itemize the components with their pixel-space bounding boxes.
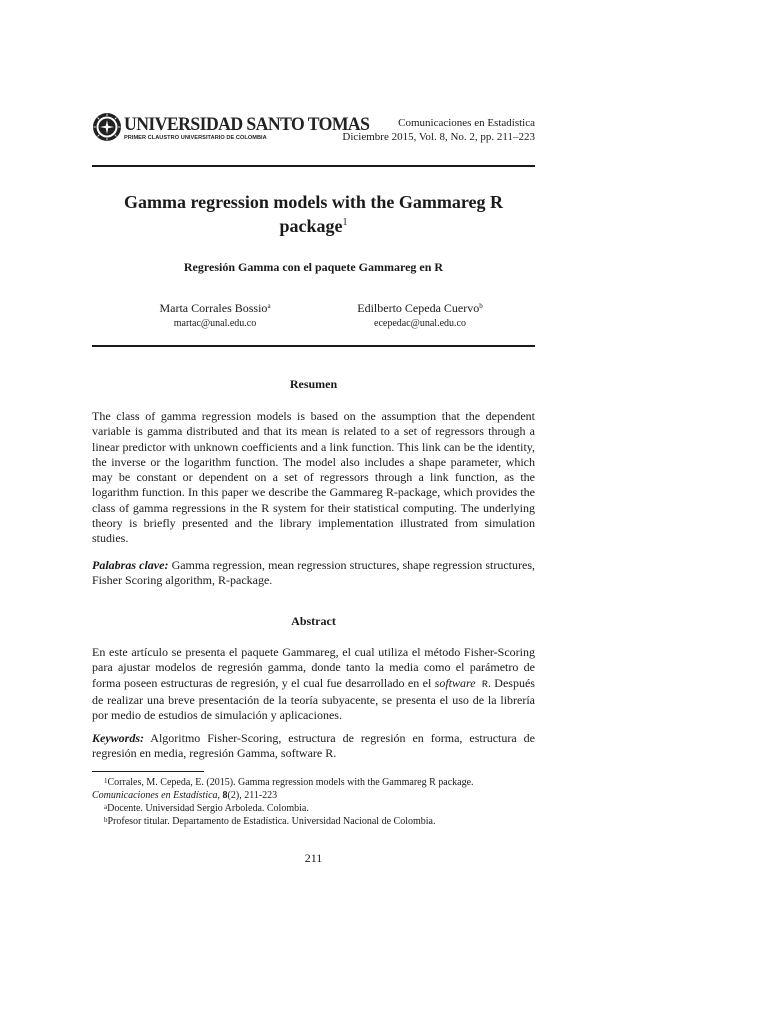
footnote-1: $^1$Corrales, M. Cepeda, E. (2015). Gamma regression models with the Gammareg R package. — [104, 777, 474, 788]
journal-name: Comunicaciones en Estadística — [398, 117, 535, 129]
footnote-rule — [92, 771, 204, 772]
journal-issue: Diciembre 2015, Vol. 8, No. 2, pp. 211–223 — [342, 131, 535, 143]
footnote-1-citation: Comunicaciones en Estadística, 8(2), 211-223 — [92, 790, 278, 801]
footnote-b: $^b$Profesor titular. Departamento de Estadística. Universidad Nacional de Colombia. — [104, 816, 436, 827]
author-2-name: Edilberto Cepeda Cuervo$^b$ — [357, 301, 483, 315]
paper-title — [92, 190, 535, 238]
title-line-2: package$^1$ — [279, 216, 348, 236]
footnote-a: $^a$Docente. Universidad Sergio Arboleda. Colombia. — [104, 803, 309, 814]
logo-name: UNIVERSIDAD SANTO TOMAS — [124, 114, 370, 135]
title-footnote-mark: 1 — [342, 217, 348, 228]
paper-subtitle: Regresión Gamma con el paquete Gammareg en R — [183, 260, 444, 274]
title-rule — [92, 345, 535, 347]
page-number: 211 — [304, 851, 323, 865]
resumen-keywords: Palabras clave: Gamma regression, mean regression structures, shape regression structures, Fisher Scoring algorithm, R-package. — [92, 558, 535, 588]
author-1-email: martac@unal.edu.co — [173, 318, 257, 329]
university-logo — [92, 112, 370, 148]
header-rule — [92, 165, 535, 167]
author-2-email: ecepedac@unal.edu.co — [374, 318, 466, 329]
author-2 — [335, 301, 505, 331]
logo-subtitle: PRIMER CLAUSTRO UNIVERSITARIO DE COLOMBIA — [124, 135, 267, 141]
author-1 — [130, 301, 300, 331]
journal-info — [342, 116, 535, 144]
abstract-keywords: Keywords: Algoritmo Fisher-Scoring, estructura de regresión en forma, estructura de regresión en media, regresión Gamma, software R. — [92, 731, 535, 761]
footnotes — [92, 776, 535, 828]
abstract-text: En este artículo se presenta el paquete Gammareg, el cual utiliza el método Fisher-Scoring para ajustar modelos de regresión gamma, donde tanto la media como el parámetro de forma poseen estructuras de regresión, y el cual fue desarrollado en el software R. Después de realizar una breve presentación de la teoría subyacente, se presenta el uso de la librería por medio de estudios de simulación y aplicaciones. — [92, 645, 535, 723]
title-line-1: Gamma regression models with the Gammareg R — [124, 192, 503, 212]
abstract-heading: Abstract — [291, 614, 336, 628]
author-1-name: Marta Corrales Bossio$^a$ — [159, 301, 271, 315]
university-seal-icon — [92, 112, 122, 142]
resumen-heading: Resumen — [289, 377, 338, 391]
resumen-text: The class of gamma regression models is based on the assumption that the dependent variable is gamma distributed and that its mean is related to a set of regressors through a linear predictor with unknown coefficients and a link function. This link can be the identity, the inverse or the logarithm function. The model also includes a shape parameter, which may be constant or dependent on a set of regressors through a link function, as the logarithm function. In this paper we describe the Gammareg R-package, which provides the class of gamma regressions in the R system for their statistical computing. The underlying theory is briefly presented and the library implementation illustrated from simulation studies. — [92, 409, 535, 546]
